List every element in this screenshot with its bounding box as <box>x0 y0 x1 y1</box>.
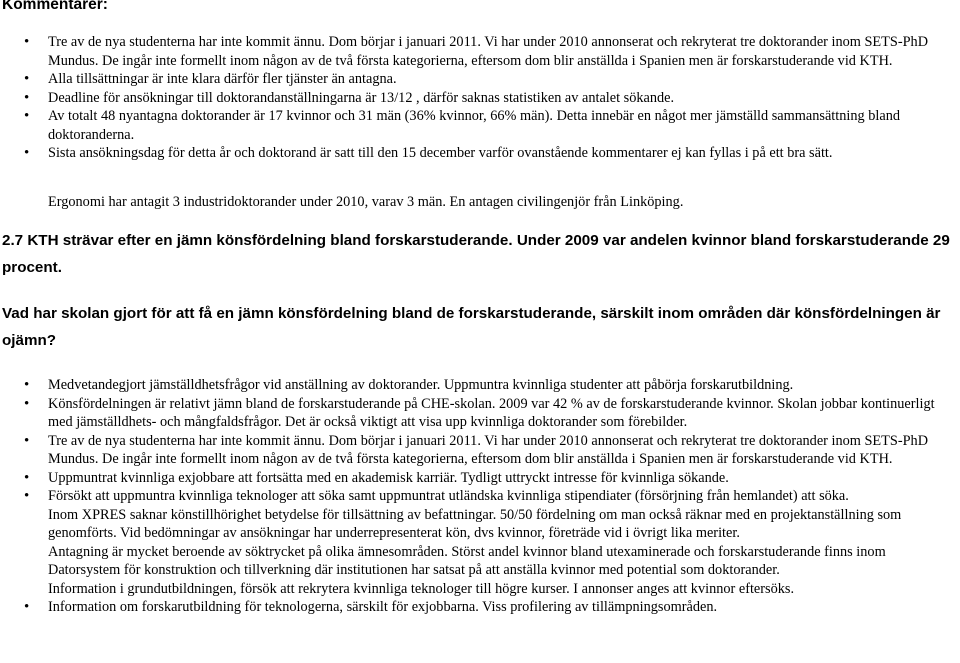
list-item-text: • Information om forskarutbildning för teknologerna, särskilt för exjobbarna. Viss profilering av tillämpningsområden. <box>48 599 718 615</box>
list-item-text: • Alla tillsättningar är inte klara därför fler tjänster än antagna. <box>48 71 397 87</box>
list-item <box>0 598 958 617</box>
list-item <box>0 144 958 163</box>
list-item-text: • Deadline för ansökningar till doktorandanställningarna är 13/12 , därför saknas statistiken av antalet sökande. <box>48 89 675 106</box>
list-item <box>0 70 958 89</box>
list-item-text: • Tre av de nya studenterna har inte kommit ännu. Dom börjar i januari 2011. Vi har under 2010 annonserat och rekryterat tre doktorander inom SETS-PhD Mundus. De ingår inte formellt inom någon av de två första kategorierna, eftersom dom blir anställda i Spanien men är forskarstuderande vid KTH. <box>48 34 929 69</box>
list-item <box>0 432 958 469</box>
list-item-text: Information i grundutbildningen, försök att rekrytera kvinnliga teknologer till högre kurser. I annonser anges att kvinnor eftersöks. <box>48 580 795 597</box>
list-item-text: • Medvetandegjort jämställdhetsfrågor vid anställning av doktorander. Uppmuntra kvinnliga studenter att påbörja forskarutbildning. <box>48 377 794 393</box>
list-item <box>0 33 958 70</box>
comments-heading: Kommentarer: <box>2 0 108 13</box>
list-item <box>0 89 958 108</box>
list-item-text: • Tre av de nya studenterna har inte kommit ännu. Dom börjar i januari 2011. Vi har under 2010 annonserat och rekryterat tre doktorander inom SETS-PhD Mundus. De ingår inte formellt inom någon av de två första kategorierna, eftersom dom blir anställda i Spanien men är forskarstuderande vid KTH. <box>48 432 929 467</box>
list-item <box>0 469 958 488</box>
list-item-text: • Könsfördelningen är relativt jämn bland de forskarstuderande på CHE-skolan. 2009 var 42 % av de forskarstuderande kvinnor. Skolan jobbar kontinuerligt med jämställdhets- och mångfaldsfrågor. Det är också viktigt att visa upp kvinnliga doktorander som förebilder. <box>48 395 935 430</box>
comments-list <box>0 33 958 163</box>
list-item <box>0 487 958 598</box>
list-item-text: • Av totalt 48 nyantagna doktorander är 17 kvinnor och 31 män (36% kvinnor, 66% män). Detta innebär en något mer jämställd sammansättning bland doktoranderna. <box>48 108 900 143</box>
answers-list <box>0 376 958 617</box>
question-heading: Vad har skolan gjort för att få en jämn könsfördelning bland de forskarstuderande, särskilt inom områden där könsfördelningen är ojämn? <box>2 305 941 349</box>
list-item-text: • Uppmuntrat kvinnliga exjobbare att fortsätta med en akademisk karriär. Tydligt uttryckt intresse för kvinnliga sökande. <box>48 469 729 486</box>
list-item <box>0 107 958 144</box>
list-item-text: • Sista ansökningsdag för detta år och doktorand är satt till den 15 december varför ovanstående kommentarer ej kan fyllas i på ett bra sätt. <box>48 145 833 161</box>
list-continuation-text: Ergonomi har antagit 3 industridoktorander under 2010, varav 3 män. En antagen civilingenjör från Linköping. <box>48 194 684 210</box>
list-item-text: • Försökt att uppmuntra kvinnliga teknologer att söka samt uppmuntrat utländska kvinnliga stipendiater (försörjning från hemlandet) att söka. <box>48 488 849 504</box>
list-item <box>0 395 958 432</box>
list-item-text: Inom XPRES saknar könstillhörighet betydelse för tillsättning av befattningar. 50/50 fördelning om man också räknar med en projektanställning som genomförts. Vid bedömningar av ansökningar har underrepresenterat kön, dvs kvinnor, företräde vid i övrigt lika meriter. <box>48 506 902 541</box>
list-item-text: Antagning är mycket beroende av söktrycket på olika ämnesområden. Störst andel kvinnor bland utexaminerade och forskarstuderande finns inom Datorsystem för konstruktion och tillverkning där institutionen har satsat på att anställa kvinnor med potential som doktorander. <box>48 543 886 578</box>
section-heading: 2.7 KTH strävar efter en jämn könsfördelning bland forskarstuderande. Under 2009 var andelen kvinnor bland forskarstuderande 29 procent. <box>2 232 950 276</box>
list-item <box>0 376 958 395</box>
